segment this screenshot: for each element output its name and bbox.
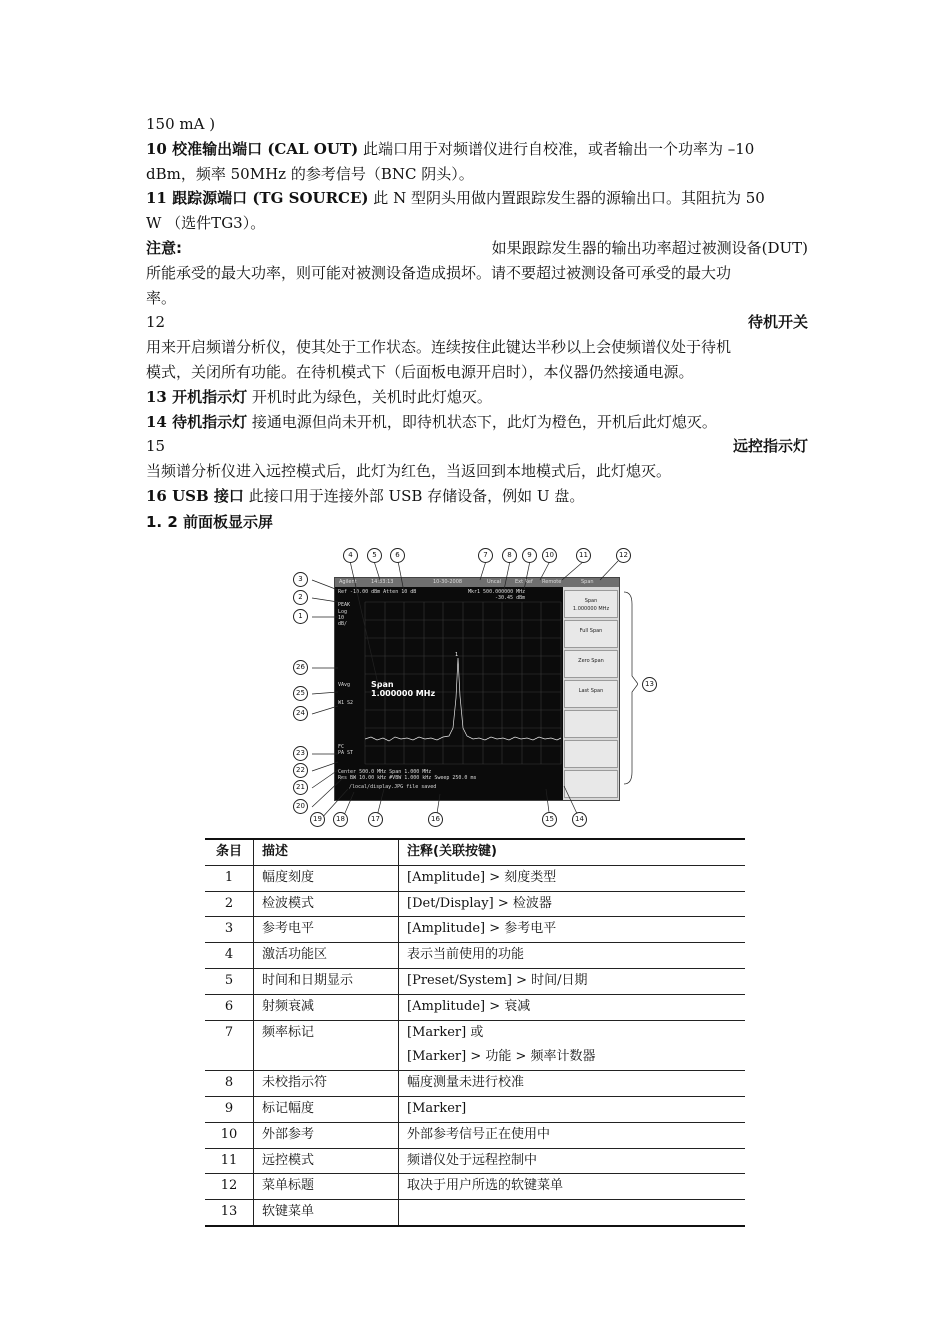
callout-10: 10 [542,548,557,563]
item-11-heading: 11 跟踪源端口 (TG SOURCE) [146,189,369,208]
table-row: 11 远控模式 频谱仪处于远程控制中 [205,1148,745,1174]
item-14-text: 接通电源但尚未开机，即待机状态下，此灯为橙色，开机后此灯熄灭。 [247,412,717,431]
callout-20: 20 [293,799,308,814]
note-heading: 注意: [146,238,182,257]
softkey-full-span[interactable]: Full Span [564,620,618,648]
softkey-last-span[interactable]: Last Span [564,680,618,708]
callout-4: 4 [343,548,358,563]
item-16-text: 此接口用于连接外部 USB 存储设备，例如 U 盘。 [243,486,585,505]
callout-7: 7 [478,548,493,563]
header-description: 描述 [254,839,399,865]
item-15-number: 15 [146,437,166,456]
item-16-heading: 16 USB 接口 [146,486,244,505]
item-12-text: 用来开启频谱分析仪，使其处于工作状态。连续按住此键达半秒以上会使频谱仪处于待机 [146,338,732,357]
table-row: 10 外部参考 外部参考信号正在使用中 [205,1122,745,1148]
table-header-row [205,839,745,865]
item-12 [146,310,808,335]
agilent-logo-text: Agilent [339,579,357,585]
table-row: 6 射频衰减 [Amplitude] > 衰减 [205,994,745,1020]
callout-24: 24 [293,706,308,721]
callout-14: 14 [572,812,587,827]
uncal-indicator: Uncal [487,579,502,585]
callout-leaders [288,544,638,834]
table-row: 13 软键菜单 [205,1200,745,1226]
scale-label: Log [338,609,348,615]
table-row: 7 频率标记 [Marker] 或 [Marker] > 功能 > 频率计数器 [205,1020,745,1071]
note-cont: 所能承受的最大功率，则可能对被测设备造成损坏。请不要超过被测设备可承受的最大功 [146,263,732,282]
display-figure [288,544,638,834]
item-11-cont: W （选件TG3）。 [146,214,266,233]
ext-ref-indicator: Ext Ref [515,579,533,585]
table-row: 9 标记幅度 [Marker] [205,1096,745,1122]
header-note: 注释(关联按键) [399,839,746,865]
item-14-heading: 14 待机指示灯 [146,412,248,431]
item-11 [146,186,808,211]
callout-15: 15 [542,812,557,827]
callout-21: 21 [293,780,308,795]
active-function-value: 1.000000 MHz [371,689,436,698]
time-display: 14:33:13 [371,579,394,585]
item-16 [146,484,808,509]
detector-label: PEAK [338,602,351,608]
callout-16: 16 [428,812,443,827]
item-14 [146,410,808,435]
marker-1: 1 [455,652,459,658]
table-row: 2 检波模式 [Det/Display] > 检波器 [205,891,745,917]
callout-8: 8 [502,548,517,563]
item-13 [146,385,808,410]
item-10 [146,137,808,162]
callout-18: 18 [333,812,348,827]
callout-26: 26 [293,660,308,675]
table-row: 4 激活功能区 表示当前使用的功能 [205,943,745,969]
scale-unit: dB/ [338,621,348,627]
item-10-text: 此端口用于对频谱仪进行自校准，或者输出一个功率为 –10 [358,139,755,158]
softkey-span[interactable]: Span 1.000000 MHz [564,590,618,618]
callout-25: 25 [293,686,308,701]
callout-13: 13 [642,677,657,692]
table-row: 12 菜单标题 取决于用户所选的软键菜单 [205,1174,745,1200]
item-12-text: 模式，关闭所有功能。在待机模式下（后面板电源开启时），本仪器仍然接通电源。 [146,362,694,381]
note-text: 如果跟踪发生器的输出功率超过被测设备(DUT) [491,238,808,257]
item-12-heading: 待机开关 [747,313,808,332]
item-10-cont: dBm，频率 50MHz 的参考信号（BNC 阴头）。 [146,164,474,183]
display-items-table [205,838,745,1227]
table-row: 8 未校指示符 幅度测量未进行校准 [205,1071,745,1097]
section-title: 1. 2 前面板显示屏 [146,512,274,531]
callout-1: 1 [293,609,308,624]
item-12-number: 12 [146,313,166,332]
date-display: 10-30-2008 [433,579,463,585]
document-body [146,112,808,536]
header-item: 条目 [205,839,254,865]
item-15 [146,434,808,459]
trace-label: W1 S2 [338,700,354,706]
scale-value: 10 [338,615,345,621]
note [146,236,808,261]
status-line: /local/display.JPG file saved [349,784,437,790]
item-11-text: 此 N 型阴头用做内置跟踪发生器的源输出口。其阻抗为 50 [368,189,765,208]
callout-3: 3 [293,572,308,587]
item-15-text: 当频谱分析仪进入远控模式后，此灯为红色，当返回到本地模式后，此灯熄灭。 [146,462,672,481]
callout-12: 12 [616,548,631,563]
menu-title: Span [581,579,594,585]
marker-amplitude: -30.45 dBm [495,595,526,601]
item-15-heading: 远控指示灯 [732,437,808,456]
pa-label: PA ST [338,750,354,756]
callout-17: 17 [368,812,383,827]
fc-label: FC [338,744,345,750]
note-cont: 率。 [146,288,177,307]
bw-sweep-line: Res BW 10.00 kHz #VBW 1.000 kHz Sweep 250.0 ms [338,775,477,781]
table-row: 1 幅度刻度 [Amplitude] > 刻度类型 [205,865,745,891]
center-span-line: Center 500.0 MHz Span 1.000 MHz [338,769,432,775]
ref-level-line: Ref -10.00 dBm Atten 10 dB [338,589,417,595]
softkey-zero-span[interactable]: Zero Span [564,650,618,678]
table-row: 3 参考电平 [Amplitude] > 参考电平 [205,917,745,943]
item-13-text: 开机时此为绿色，关机时此灯熄灭。 [247,387,492,406]
callout-11: 11 [576,548,591,563]
marker-frequency: Mkr1 500.000000 MHz [468,589,526,595]
callout-9: 9 [522,548,537,563]
callout-19: 19 [310,812,325,827]
remote-indicator: Remote [542,579,562,585]
item-13-heading: 13 开机指示灯 [146,387,248,406]
callout-5: 5 [367,548,382,563]
callout-23: 23 [293,746,308,761]
callout-6: 6 [390,548,405,563]
active-function-label: Span [371,680,394,689]
callout-22: 22 [293,763,308,778]
table-row: 5 时间和日期显示 [Preset/System] > 时间/日期 [205,968,745,994]
callout-2: 2 [293,590,308,605]
note-line: [Marker] 或 [407,1024,484,1040]
item-10-heading: 10 校准输出端口 (CAL OUT) [146,139,359,158]
vavg-label: VAvg [338,682,351,688]
text-line: 150 mA ) [146,115,216,133]
note-line: [Marker] > 功能 > 频率计数器 [407,1049,596,1065]
